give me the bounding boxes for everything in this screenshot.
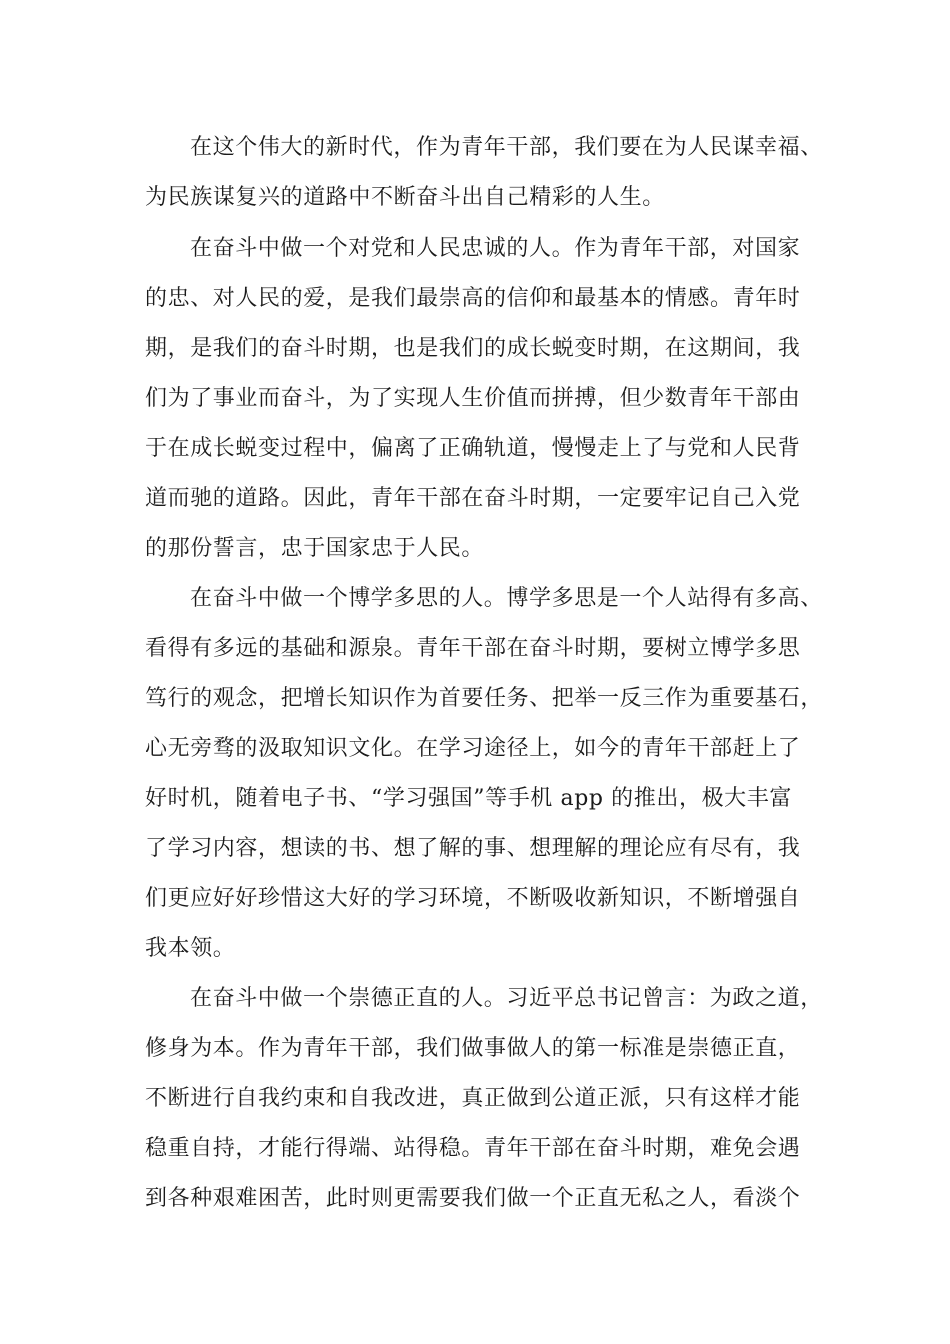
- text-line: 为民族谋复兴的道路中不断奋斗出自己精彩的人生。: [145, 185, 665, 210]
- text-line: 好时机，随着电子书、“学习强国”等手机 app 的推出，极大丰富: [145, 786, 792, 811]
- text-line: 们更应好好珍惜这大好的学习环境，不断吸收新知识，不断增强自: [145, 886, 801, 911]
- text-line: 的那份誓言，忠于国家忠于人民。: [145, 536, 485, 561]
- text-line: 稳重自持，才能行得端、站得稳。青年干部在奋斗时期，难免会遇: [145, 1136, 801, 1161]
- text-line: 修身为本。作为青年干部，我们做事做人的第一标准是崇德正直，: [145, 1036, 801, 1061]
- text-line: 看得有多远的基础和源泉。青年干部在奋斗时期，要树立博学多思: [145, 636, 801, 661]
- text-line: 在奋斗中做一个博学多思的人。博学多思是一个人站得有多高、: [190, 586, 823, 611]
- text-line: 心无旁骛的汲取知识文化。在学习途径上，如今的青年干部赶上了: [145, 736, 801, 761]
- text-line: 的忠、对人民的爱，是我们最崇高的信仰和最基本的情感。青年时: [145, 286, 801, 311]
- text-line: 在奋斗中做一个对党和人民忠诚的人。作为青年干部，对国家: [190, 236, 801, 261]
- text-line: 不断进行自我约束和自我改进，真正做到公道正派，只有这样才能: [145, 1086, 801, 1111]
- text-line: 在这个伟大的新时代，作为青年干部，我们要在为人民谋幸福、: [190, 135, 823, 160]
- text-line: 笃行的观念，把增长知识作为首要任务、把举一反三作为重要基石，: [145, 686, 824, 711]
- text-line: 道而驰的道路。因此，青年干部在奋斗时期，一定要牢记自己入党: [145, 486, 801, 511]
- text-line: 期，是我们的奋斗时期，也是我们的成长蜕变时期，在这期间，我: [145, 336, 801, 361]
- text-line: 到各种艰难困苦，此时则更需要我们做一个正直无私之人，看淡个: [145, 1186, 801, 1211]
- text-line: 们为了事业而奋斗，为了实现人生价值而拼搏，但少数青年干部由: [145, 386, 801, 411]
- text-line: 我本领。: [145, 936, 236, 961]
- text-line: 于在成长蜕变过程中，偏离了正确轨道，慢慢走上了与党和人民背: [145, 436, 801, 461]
- text-line: 在奋斗中做一个崇德正直的人。习近平总书记曾言：为政之道，: [190, 986, 823, 1011]
- text-line: 了学习内容，想读的书、想了解的事、想理解的理论应有尽有，我: [145, 836, 801, 861]
